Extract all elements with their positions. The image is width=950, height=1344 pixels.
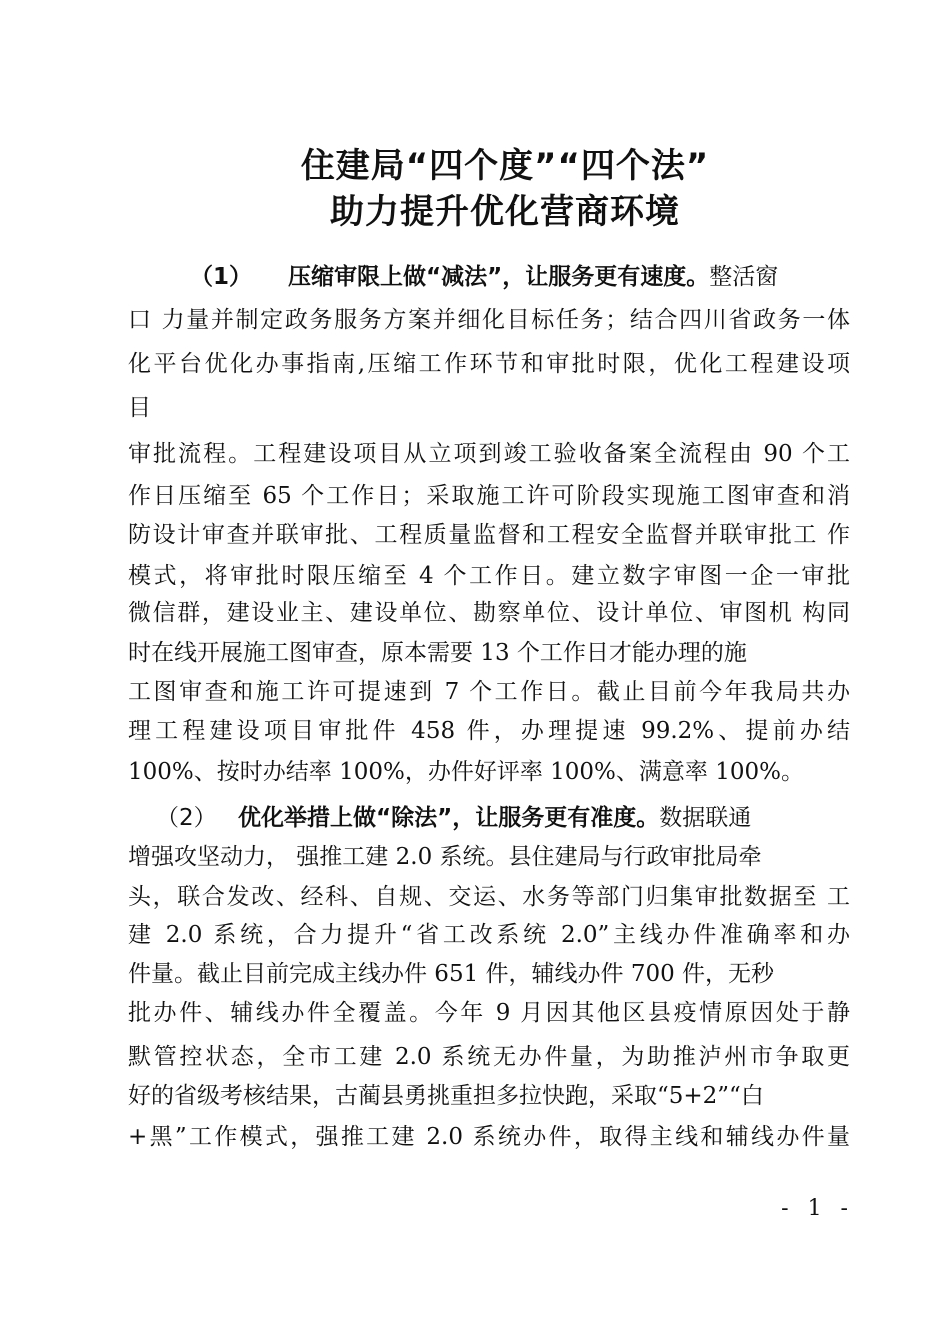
section1-line: 工图审查和施工许可提速到 7 个工作日。截止目前今年我局共办 (128, 679, 850, 705)
document-title-line-1: 住建局“四个度”“四个法” (300, 146, 710, 186)
section2-line: 好的省级考核结果，古蔺县勇挑重担多拉快跑，采取“5+2”“白 (128, 1083, 764, 1109)
section1-line: 防设计审查并联审批、工程质量监督和工程安全监督并联审批工 作 (128, 522, 850, 548)
section1-line: 时在线开展施工图审查，原本需要 13 个工作日才能办理的施 (128, 640, 747, 666)
section1-first-line (190, 262, 850, 292)
section2-line: 增强攻坚动力， 强推工建 2.0 系统。县住建局与行政审批局牵 (128, 844, 762, 870)
section1-line: 整活窗 (709, 264, 779, 290)
section2-line: 建 2.0 系统，合力提升“省工改系统 2.0”主线办件准确率和办 (128, 922, 850, 948)
section2-line: 头，联合发改、经科、自规、交运、水务等部门归集审批数据至 工 (128, 884, 850, 910)
section2-line: 数据联通 (659, 805, 752, 831)
section2-line: 默管控状态，全市工建 2.0 系统无办件量，为助推泸州市争取更 (128, 1044, 850, 1070)
section1-line: 模式，将审批时限压缩至 4 个工作日。建立数字审图一企一审批 (128, 563, 850, 589)
section2-line: +黑”工作模式，强推工建 2.0 系统办件，取得主线和辅线办件量 (128, 1124, 850, 1150)
section1-line: 化平台优化办事指南,压缩工作环节和审批时限，优化工程建设项 (128, 351, 850, 377)
section1-line: 作日压缩至 65 个工作日；采取施工许可阶段实现施工图审查和消 (128, 483, 850, 509)
section2-first-line (156, 803, 850, 833)
section1-line: 理工程建设项目审批件 458 件，办理提速 99.2%、提前办结 (128, 718, 850, 744)
section1-line: 微信群，建设业主、建设单位、勘察单位、设计单位、审图机 构同 (128, 600, 850, 626)
section2-number: （2） (156, 805, 217, 831)
section2-line: 批办件、辅线办件全覆盖。今年 9 月因其他区县疫情原因处于静 (128, 1000, 850, 1026)
section1-heading: 压缩审限上做“减法”，让服务更有速度。 (288, 264, 710, 290)
section1-line: 目 (128, 395, 151, 421)
section1-line: 100%、按时办结率 100%，办件好评率 100%、满意率 100%。 (128, 759, 804, 785)
section1-line: 审批流程。工程建设项目从立项到竣工验收备案全流程由 90 个工 (128, 441, 850, 467)
document-title-line-2: 助力提升优化营商环境 (330, 192, 680, 232)
section1-line: 口 力量并制定政务服务方案并细化目标任务；结合四川省政务一体 (128, 307, 850, 333)
section2-heading: 优化举措上做“除法”，让服务更有准度。 (238, 805, 660, 831)
page-number: - 1 - (781, 1196, 854, 1221)
section1-number: （1） (190, 264, 253, 290)
section2-line: 件量。截止目前完成主线办件 651 件，辅线办件 700 件，无秒 (128, 961, 775, 987)
